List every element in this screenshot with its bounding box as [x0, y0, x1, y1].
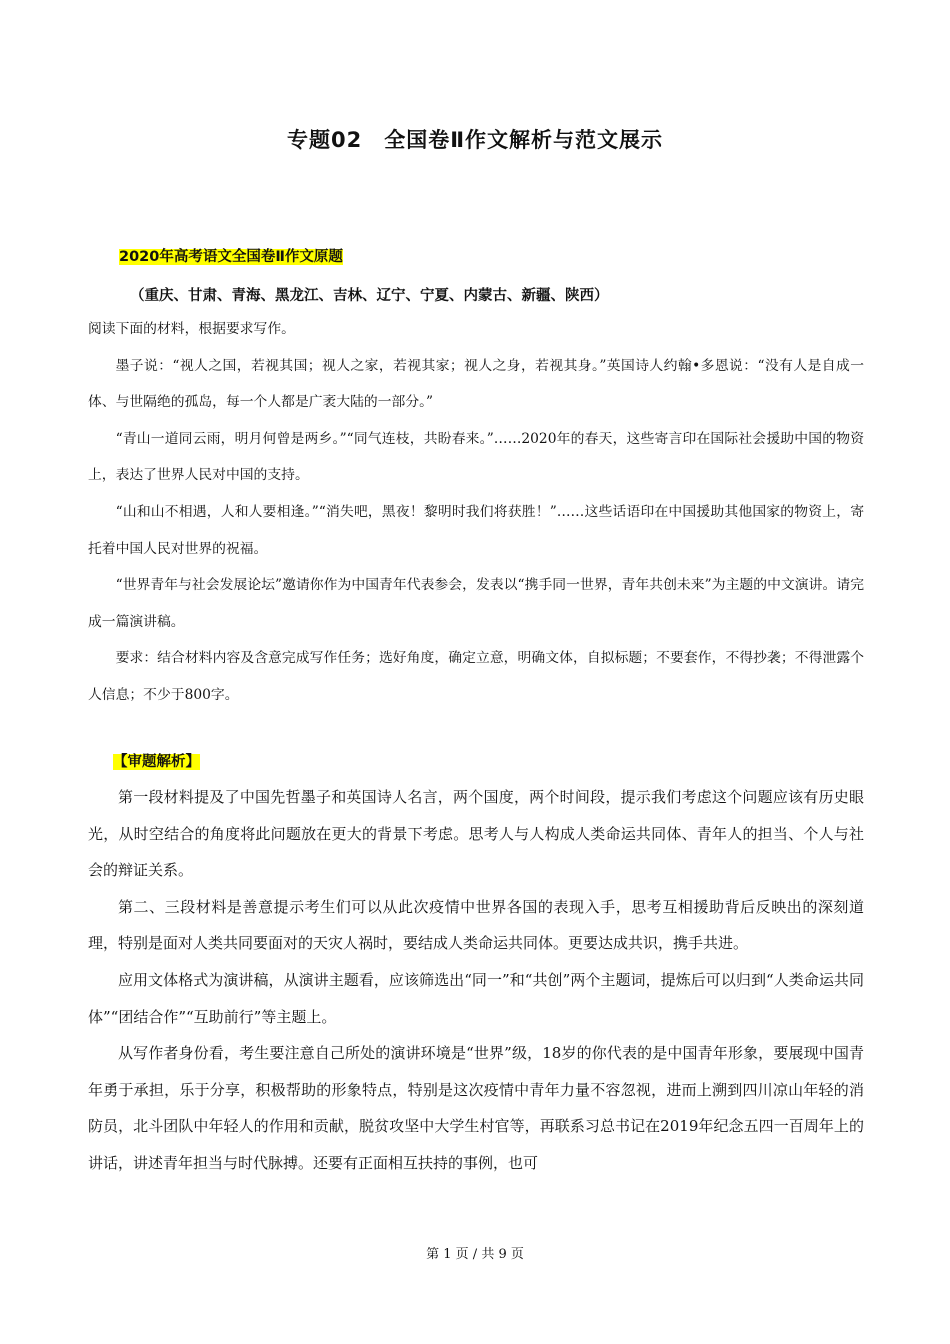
analysis-paragraph: 第一段材料提及了中国先哲墨子和英国诗人名言，两个国度，两个时间段，提示我们考虑这个问题应该有历史眼光，从时空结合的角度将此问题放在更大的背景下考虑。思考人与人构成人类命运共同体、青年人的担当、个人与社会的辩证关系。 — [88, 788, 864, 880]
analysis-paragraph: 应用文体格式为演讲稿，从演讲主题看，应该筛选出“同一”和“共创”两个主题词，提炼后可以归到“人类命运共同体”“团结合作”“互助前行”等主题上。 — [88, 970, 864, 1026]
material-paragraph: “世界青年与社会发展论坛”邀请你作为中国青年代表参会，发表以“携手同一世界，青年共创未来”为主题的中文演讲。请完成一篇演讲稿。 — [88, 577, 864, 630]
regions-list: （重庆、甘肃、青海、黑龙江、吉林、辽宁、宁夏、内蒙古、新疆、陕西） — [130, 288, 609, 304]
analysis-section — [88, 779, 864, 1182]
material-paragraph: “青山一道同云雨，明月何曾是两乡。”“同气连枝，共盼春来。”……2020年的春天，这些寄言印在国际社会援助中国的物资上，表达了世界人民对中国的支持。 — [88, 430, 864, 484]
material-paragraph: 墨子说：“视人之国，若视其国；视人之家，若视其家；视人之身，若视其身。”英国诗人约翰•多恩说：“没有人是自成一体、与世隔绝的孤岛，每一个人都是广袤大陆的一部分。” — [88, 357, 864, 411]
material-section — [88, 311, 864, 714]
analysis-paragraph: 从写作者身份看，考生要注意自己所处的演讲环境是“世界”级，18岁的你代表的是中国青年形象，要展现中国青年勇于承担，乐于分享，积极帮助的形象特点，特别是这次疫情中青年力量不容忽视，进而上溯到四川凉山年轻的消防员，北斗团队中年轻人的作用和贡献，脱贫攻坚中大学生村官等，再联系习总书记在2019年纪念五四一百周年上的讲话，讲述青年担当与时代脉搏。还要有正面相互扶持的事例，也可 — [88, 1044, 864, 1172]
material-intro: 阅读下面的材料，根据要求写作。 — [88, 321, 295, 337]
exam-heading-text: 2020年高考语文全国卷Ⅱ作文原题 — [119, 249, 343, 265]
material-requirements: 要求：结合材料内容及含意完成写作任务；选好角度，确定立意，明确文体，自拟标题；不要套作，不得抄袭；不得泄露个人信息；不少于800字。 — [88, 650, 864, 703]
analysis-heading-text: 【审题解析】 — [113, 754, 200, 770]
material-paragraph: “山和山不相遇，人和人要相逢。”“消失吧，黑夜！黎明时我们将获胜！”……这些话语印在中国援助其他国家的物资上，寄托着中国人民对世界的祝福。 — [88, 503, 864, 557]
page-footer: 第 1 页 / 共 9 页 — [426, 1247, 524, 1262]
page-title: 专题02 全国卷Ⅱ作文解析与范文展示 — [286, 128, 664, 152]
analysis-heading — [113, 750, 200, 771]
analysis-paragraph: 第二、三段材料是善意提示考生们可以从此次疫情中世界各国的表现入手，思考互相援助背后反映出的深刻道理，特别是面对人类共同要面对的天灾人祸时，要结成人类命运共同体。更要达成共识，携手共进。 — [88, 897, 864, 953]
exam-heading — [119, 245, 343, 266]
